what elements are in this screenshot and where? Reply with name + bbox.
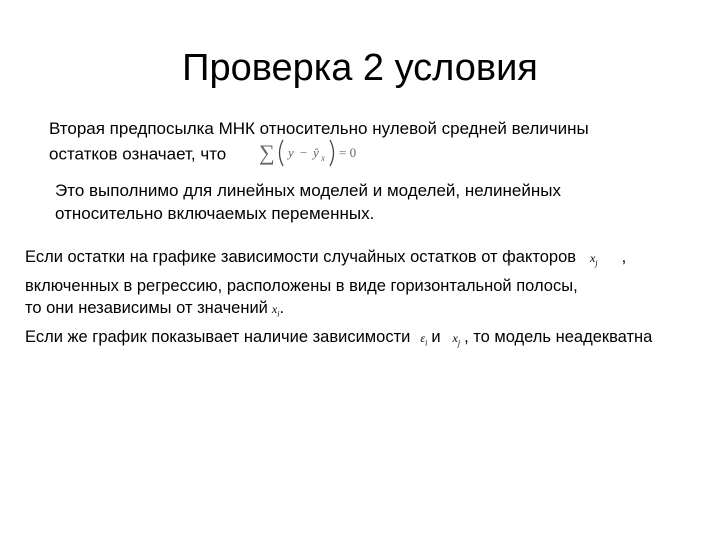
sum-symbol: ∑ bbox=[258, 140, 275, 165]
right-paren bbox=[330, 140, 334, 166]
paragraph-line-text: Если же график показывает наличие зависимости bbox=[25, 328, 411, 347]
variable-subscript: i bbox=[277, 309, 280, 319]
conjunction: и bbox=[431, 328, 441, 347]
formula-minus: − bbox=[299, 145, 308, 160]
paragraph-residual-plot bbox=[25, 246, 652, 355]
paragraph-line bbox=[25, 246, 652, 275]
variable-symbol: ε bbox=[420, 331, 426, 346]
formula-y: y bbox=[287, 145, 294, 160]
variable-symbol: x bbox=[452, 331, 458, 346]
paragraph-line-end: , то модель неадекватна bbox=[464, 328, 653, 347]
paragraph-line-text: Если остатки на графике зависимости случайных остатков от факторов bbox=[25, 248, 577, 266]
variable-symbol: x bbox=[590, 251, 596, 265]
variable-subscript: j bbox=[595, 258, 598, 268]
paragraph-line: Это выполнимо для линейных моделей и моделей, нелинейных bbox=[55, 181, 561, 200]
variable-epsilon-i bbox=[420, 327, 427, 355]
punctuation: , bbox=[621, 248, 627, 266]
paragraph-line: относительно включаемых переменных. bbox=[55, 204, 375, 223]
variable-x-i bbox=[272, 298, 280, 326]
formula-yhat: ŷ bbox=[312, 145, 319, 160]
formula-equals-zero: = 0 bbox=[338, 145, 357, 160]
paragraph-line bbox=[25, 297, 652, 326]
slide-title: Проверка 2 условия bbox=[182, 47, 538, 89]
paragraph-line-text: остатков означает, что bbox=[49, 144, 227, 164]
paragraph-linearity bbox=[55, 179, 561, 225]
variable-x-j bbox=[590, 247, 598, 275]
paragraph-line bbox=[25, 326, 652, 355]
residual-sum-formula bbox=[257, 136, 383, 170]
variable-symbol: x bbox=[271, 302, 278, 317]
formula-yhat-subscript: x bbox=[320, 153, 325, 163]
variable-subscript: i bbox=[425, 338, 428, 348]
left-paren bbox=[279, 140, 283, 166]
residual-sum-formula-svg bbox=[257, 136, 383, 170]
variable-x-j bbox=[453, 327, 461, 355]
paragraph-line-with-formula bbox=[49, 140, 589, 170]
paragraph-line: Вторая предпосылка МНК относительно нулевой средней величины bbox=[49, 119, 589, 138]
paragraph-line-text: то они независимы от значений bbox=[25, 299, 268, 318]
punctuation: . bbox=[279, 299, 285, 318]
variable-subscript: j bbox=[457, 338, 461, 348]
paragraph-line: включенных в регрессию, расположены в виде горизонтальной полосы, bbox=[25, 276, 578, 295]
paragraph-ols-premise bbox=[49, 117, 589, 170]
